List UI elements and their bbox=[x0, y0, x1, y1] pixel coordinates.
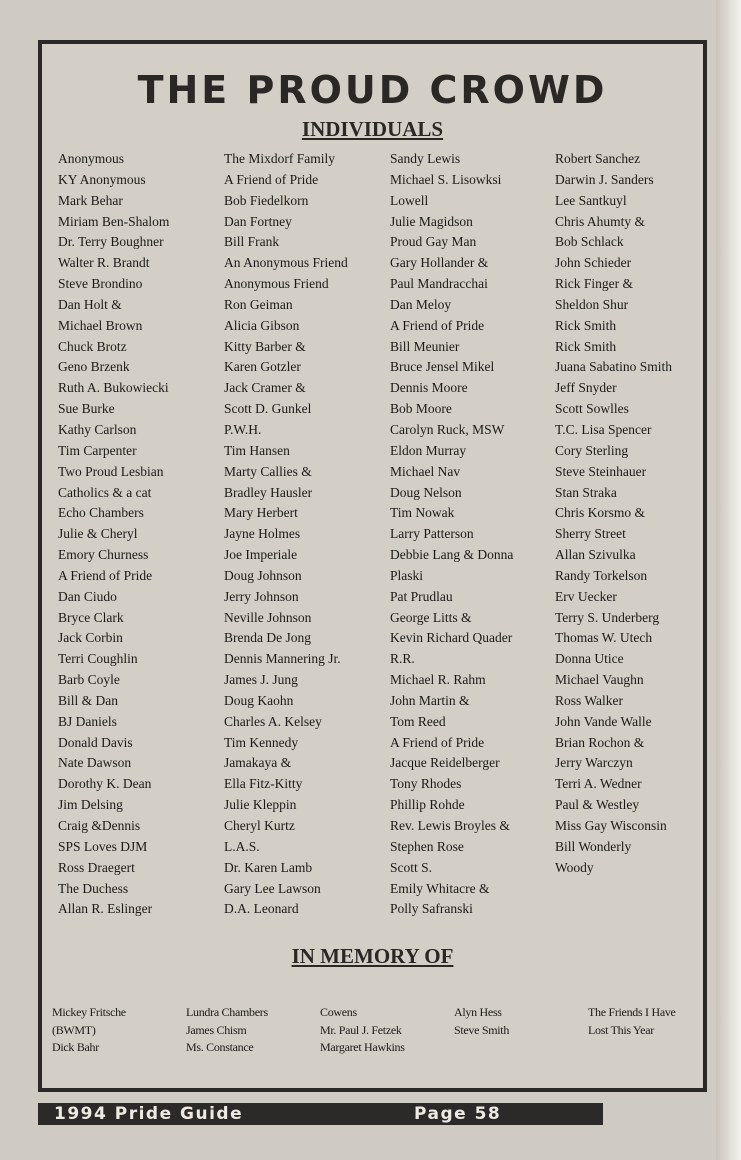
individual-name: Pat Prudlau bbox=[390, 588, 453, 604]
individual-name: Bradley Hausler bbox=[224, 484, 313, 500]
individual-name: Michael S. Lisowksi bbox=[390, 171, 502, 187]
individual-name: Marty Callies & bbox=[224, 463, 312, 479]
individual-name: Bill Frank bbox=[224, 234, 280, 250]
individual-name: Geno Brzenk bbox=[58, 359, 130, 375]
individual-name: A Friend of Pride bbox=[390, 734, 485, 750]
individual-name: John Martin & bbox=[390, 692, 470, 708]
memory-column-5 bbox=[588, 1004, 728, 1039]
individual-name: Bill Meunier bbox=[390, 338, 460, 354]
individual-name: George Litts & bbox=[390, 609, 472, 625]
individual-name: Anonymous Friend bbox=[224, 276, 329, 292]
individual-name: Ross Draegert bbox=[58, 859, 135, 875]
individual-name: Dan Meloy bbox=[390, 296, 452, 312]
individual-name: The Duchess bbox=[58, 880, 129, 896]
individual-name: Terri Coughlin bbox=[58, 651, 138, 667]
individual-name: Ella Fitz-Kitty bbox=[224, 776, 303, 792]
individual-name: Jack Cramer & bbox=[224, 380, 306, 396]
individual-name: Donald Davis bbox=[58, 734, 133, 750]
individual-name: Emily Whitacre & bbox=[390, 880, 490, 896]
individual-name: A Friend of Pride bbox=[58, 567, 153, 583]
individual-name: Jim Delsing bbox=[58, 797, 123, 813]
individual-name: Julie Kleppin bbox=[224, 797, 297, 813]
individual-name: Scott S. bbox=[390, 859, 433, 875]
memorial-name: The Friends I Have bbox=[588, 1005, 676, 1019]
individual-name: Carolyn Ruck, MSW bbox=[390, 421, 505, 437]
individual-name: Doug Kaohn bbox=[224, 692, 294, 708]
memory-column-3 bbox=[320, 1004, 460, 1057]
page-title: THE PROUD CROWD bbox=[137, 68, 608, 112]
memory-column-4 bbox=[454, 1004, 594, 1039]
individual-name: Michael Brown bbox=[58, 317, 143, 333]
individual-name: Charles A. Kelsey bbox=[224, 713, 322, 729]
individual-name: Steve Brondino bbox=[58, 276, 143, 292]
individual-name: John Vande Walle bbox=[555, 713, 652, 729]
individual-name: Scott D. Gunkel bbox=[224, 401, 312, 417]
individual-name: Robert Sanchez bbox=[555, 151, 641, 166]
individual-name: Terri A. Wedner bbox=[555, 776, 642, 792]
individual-name: Rick Smith bbox=[555, 317, 617, 333]
individual-name: Ruth A. Bukowiecki bbox=[58, 380, 169, 396]
individual-name: Dan Fortney bbox=[224, 213, 292, 229]
individual-name: Bruce Jensel Mikel bbox=[390, 359, 495, 375]
individual-name: Bob Moore bbox=[390, 401, 452, 417]
individual-name: Tim Carpenter bbox=[58, 442, 137, 458]
individual-name: Lee Santkuyl bbox=[555, 192, 627, 208]
individual-name: Jacque Reidelberger bbox=[390, 755, 500, 771]
individual-name: Kitty Barber & bbox=[224, 338, 306, 354]
individual-name: Larry Patterson bbox=[390, 526, 474, 542]
individual-name: Stan Straka bbox=[555, 484, 617, 500]
individual-name: Paul & Westley bbox=[555, 797, 640, 813]
individual-name: Doug Johnson bbox=[224, 567, 302, 583]
individual-name: Jamakaya & bbox=[224, 755, 292, 771]
memorial-name: Lundra Chambers bbox=[186, 1005, 268, 1019]
individuals-column-4 bbox=[555, 149, 725, 879]
individual-name: Sherry Street bbox=[555, 526, 626, 542]
individual-name: Darwin J. Sanders bbox=[555, 171, 654, 187]
individual-name: Allan R. Eslinger bbox=[58, 901, 153, 917]
individual-name: Tony Rhodes bbox=[390, 776, 462, 792]
individual-name: T.C. Lisa Spencer bbox=[555, 421, 652, 437]
memorial-name: Cowens bbox=[320, 1005, 357, 1019]
individual-name: Bob Fiedelkorn bbox=[224, 192, 309, 208]
memorial-name: James Chism bbox=[186, 1022, 247, 1037]
individual-name: Cory Sterling bbox=[555, 442, 629, 458]
individual-name: BJ Daniels bbox=[58, 713, 117, 729]
memorial-name: Mr. Paul J. Fetzek bbox=[320, 1022, 402, 1037]
individual-name: Debbie Lang & Donna bbox=[390, 547, 514, 563]
individual-name: Michael R. Rahm bbox=[390, 672, 486, 688]
individual-name: Brenda De Jong bbox=[224, 630, 311, 646]
individual-name: Gary Lee Lawson bbox=[224, 880, 321, 896]
individuals-column-1 bbox=[58, 149, 228, 920]
memorial-name: Ms. Constance bbox=[186, 1040, 254, 1054]
individual-name: Kevin Richard Quader bbox=[390, 630, 513, 646]
individual-name: Dorothy K. Dean bbox=[58, 776, 152, 792]
proud-crowd-box bbox=[38, 40, 707, 1092]
individual-name: Brian Rochon & bbox=[555, 734, 645, 750]
individual-name: Chris Korsmo & bbox=[555, 505, 646, 521]
individual-name: Terry S. Underberg bbox=[555, 609, 660, 625]
memorial-name: Lost This Year bbox=[588, 1022, 654, 1037]
individual-name: R.R. bbox=[390, 651, 415, 667]
individual-name: Tim Nowak bbox=[390, 505, 455, 521]
individual-name: Chuck Brotz bbox=[58, 338, 127, 354]
individual-name: Dan Ciudo bbox=[58, 588, 117, 604]
individual-name: Jack Corbin bbox=[58, 630, 123, 646]
individual-name: Mark Behar bbox=[58, 192, 123, 208]
individual-name: Catholics & a cat bbox=[58, 484, 152, 500]
individual-name: Sue Burke bbox=[58, 401, 115, 417]
individual-name: Tom Reed bbox=[390, 713, 446, 729]
individual-name: Echo Chambers bbox=[58, 505, 144, 521]
individual-name: Jerry Johnson bbox=[224, 588, 299, 604]
individual-name: KY Anonymous bbox=[58, 171, 146, 187]
individual-name: Paul Mandracchai bbox=[390, 276, 488, 292]
memorial-name: Steve Smith bbox=[454, 1022, 510, 1037]
individual-name: Ron Geiman bbox=[224, 296, 293, 312]
individual-name: Joe Imperiale bbox=[224, 547, 298, 563]
individual-name: Kathy Carlson bbox=[58, 421, 137, 437]
individual-name: P.W.H. bbox=[224, 421, 262, 437]
individual-name: Dr. Karen Lamb bbox=[224, 859, 313, 875]
individual-name: Erv Uecker bbox=[555, 588, 617, 604]
individual-name: Proud Gay Man bbox=[390, 234, 477, 250]
individual-name: Woody bbox=[555, 859, 594, 875]
individual-name: Polly Safranski bbox=[390, 901, 473, 917]
individual-name: Rev. Lewis Broyles & bbox=[390, 818, 510, 833]
individual-name: Juana Sabatino Smith bbox=[555, 359, 672, 375]
individual-name: Doug Nelson bbox=[390, 484, 462, 500]
individual-name: Eldon Murray bbox=[390, 442, 467, 458]
individual-name: D.A. Leonard bbox=[224, 901, 299, 917]
footer-bar bbox=[38, 1103, 603, 1125]
memorial-name: Alyn Hess bbox=[454, 1005, 502, 1019]
individual-name: Jeff Snyder bbox=[555, 380, 617, 396]
individual-name: Gary Hollander & bbox=[390, 255, 489, 271]
individual-name: Emory Churness bbox=[58, 547, 149, 563]
individual-name: Allan Szivulka bbox=[555, 547, 636, 563]
individual-name: Sheldon Shur bbox=[555, 296, 629, 312]
individual-name: Jayne Holmes bbox=[224, 526, 301, 542]
individual-name: Randy Torkelson bbox=[555, 567, 648, 583]
individual-name: Scott Sowlles bbox=[555, 401, 629, 417]
individual-name: Stephen Rose bbox=[390, 838, 464, 854]
individual-name: The Mixdorf Family bbox=[224, 151, 335, 166]
individual-name: Chris Ahumty & bbox=[555, 213, 646, 229]
individual-name: Bill & Dan bbox=[58, 692, 118, 708]
individual-name: Rick Smith bbox=[555, 338, 617, 354]
individual-name: John Schieder bbox=[555, 255, 632, 271]
individuals-heading: INDIVIDUALS bbox=[301, 117, 444, 141]
individual-name: Alicia Gibson bbox=[224, 317, 300, 333]
individuals-column-2 bbox=[224, 149, 394, 920]
individual-name: Mary Herbert bbox=[224, 505, 298, 521]
memory-column-2 bbox=[186, 1004, 326, 1057]
individual-name: Karen Gotzler bbox=[224, 359, 301, 375]
memorial-name: Margaret Hawkins bbox=[320, 1040, 405, 1054]
individual-name: Bryce Clark bbox=[58, 609, 124, 625]
individual-name: Miriam Ben-Shalom bbox=[58, 213, 170, 229]
individual-name: Julie & Cheryl bbox=[58, 526, 138, 542]
individual-name: Plaski bbox=[390, 567, 424, 583]
individual-name: Bill Wonderly bbox=[555, 838, 632, 854]
individual-name: A Friend of Pride bbox=[390, 317, 485, 333]
individual-name: Anonymous bbox=[58, 151, 125, 166]
individual-name: Julie Magidson bbox=[390, 213, 473, 229]
memorial-name: (BWMT) bbox=[52, 1022, 96, 1037]
individual-name: A Friend of Pride bbox=[224, 171, 319, 187]
individual-name: Phillip Rohde bbox=[390, 797, 465, 813]
individual-name: James J. Jung bbox=[224, 672, 298, 688]
individual-name: An Anonymous Friend bbox=[224, 255, 348, 271]
individual-name: L.A.S. bbox=[224, 838, 260, 854]
individual-name: Donna Utice bbox=[555, 651, 624, 667]
individual-name: Thomas W. Utech bbox=[555, 630, 653, 646]
individual-name: Steve Steinhauer bbox=[555, 463, 647, 479]
footer-guide-title: 1994 Pride Guide bbox=[54, 1104, 244, 1124]
individual-name: Jerry Warczyn bbox=[555, 755, 633, 771]
individual-name: Tim Hansen bbox=[224, 442, 290, 458]
individual-name: Walter R. Brandt bbox=[58, 255, 150, 271]
individual-name: Barb Coyle bbox=[58, 672, 120, 688]
individual-name: Dan Holt & bbox=[58, 296, 122, 312]
individual-name: Neville Johnson bbox=[224, 609, 312, 625]
footer-page-number: Page 58 bbox=[414, 1104, 502, 1124]
individual-name: Michael Nav bbox=[390, 463, 461, 479]
individual-name: Two Proud Lesbian bbox=[58, 463, 164, 479]
individual-name: Rick Finger & bbox=[555, 276, 633, 292]
memorial-name: Dick Bahr bbox=[52, 1040, 99, 1054]
individual-name: Craig &Dennis bbox=[58, 818, 141, 833]
individual-name: Dennis Moore bbox=[390, 380, 468, 396]
individual-name: SPS Loves DJM bbox=[58, 838, 148, 854]
individual-name: Lowell bbox=[390, 192, 429, 208]
memorial-name: Mickey Fritsche bbox=[52, 1005, 126, 1019]
individual-name: Dr. Terry Boughner bbox=[58, 234, 164, 250]
memory-column-1 bbox=[52, 1004, 192, 1057]
individual-name: Miss Gay Wisconsin bbox=[555, 818, 667, 833]
individual-name: Cheryl Kurtz bbox=[224, 818, 295, 833]
individual-name: Nate Dawson bbox=[58, 755, 132, 771]
individual-name: Ross Walker bbox=[555, 692, 624, 708]
individual-name: Sandy Lewis bbox=[390, 151, 461, 166]
memory-heading: IN MEMORY OF bbox=[291, 944, 454, 968]
individual-name: Michael Vaughn bbox=[555, 672, 644, 688]
individuals-column-3 bbox=[390, 149, 560, 920]
individual-name: Dennis Mannering Jr. bbox=[224, 651, 341, 667]
individual-name: Bob Schlack bbox=[555, 234, 624, 250]
individual-name: Tim Kennedy bbox=[224, 734, 299, 750]
